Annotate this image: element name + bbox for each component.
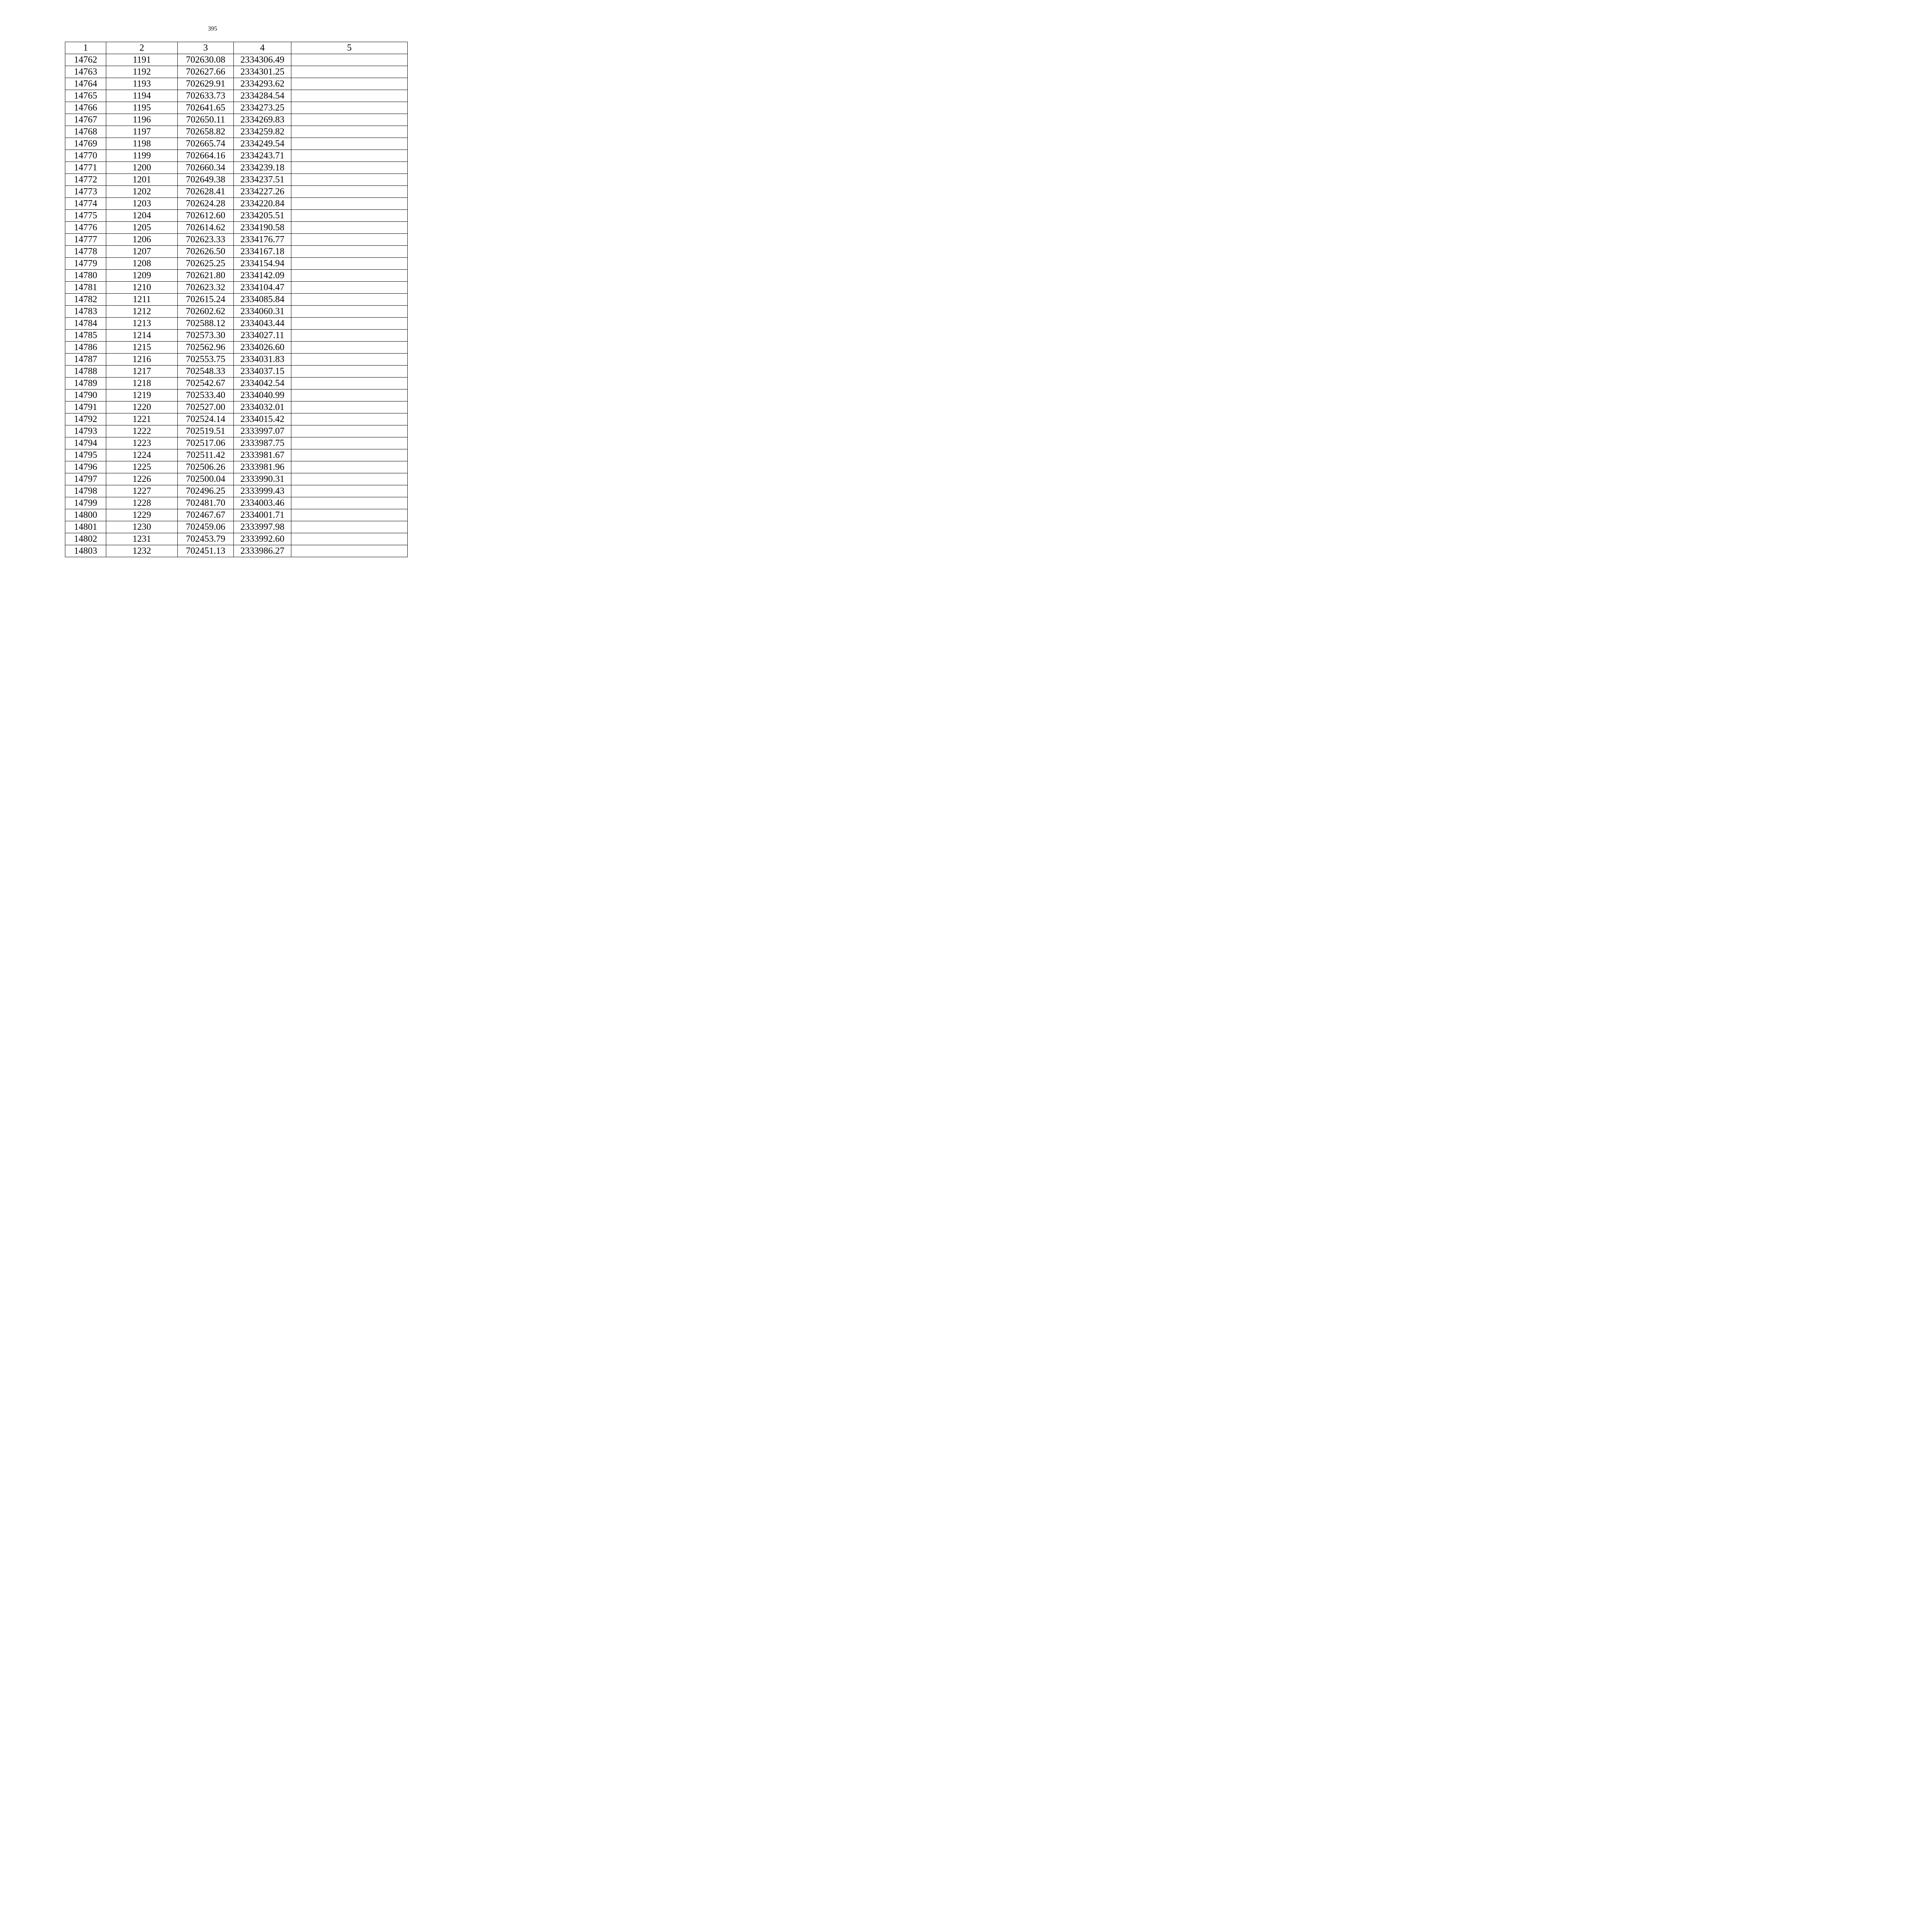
table-row	[65, 413, 408, 425]
table-row	[65, 378, 408, 389]
table-row	[65, 533, 408, 545]
table-row	[65, 521, 408, 533]
record-number-cell: 14786	[65, 342, 106, 354]
note-cell	[291, 198, 408, 210]
point-number-cell: 1212	[106, 306, 178, 318]
note-cell	[291, 485, 408, 497]
table-row	[65, 162, 408, 174]
table-body	[65, 54, 408, 557]
note-cell	[291, 54, 408, 66]
y-coordinate-cell: 2334037.15	[234, 366, 291, 378]
point-number-cell: 1221	[106, 413, 178, 425]
point-number-cell: 1215	[106, 342, 178, 354]
y-coordinate-cell: 2334249.54	[234, 138, 291, 150]
y-coordinate-cell: 2334227.26	[234, 186, 291, 198]
x-coordinate-cell: 702451.13	[178, 545, 234, 557]
point-number-cell: 1206	[106, 234, 178, 246]
x-coordinate-cell: 702588.12	[178, 318, 234, 330]
record-number-cell: 14800	[65, 509, 106, 521]
record-number-cell: 14777	[65, 234, 106, 246]
table-row	[65, 425, 408, 437]
x-coordinate-cell: 702641.65	[178, 102, 234, 114]
point-number-cell: 1223	[106, 437, 178, 449]
point-number-cell: 1191	[106, 54, 178, 66]
column-header-2: 2	[106, 42, 178, 54]
table-row	[65, 318, 408, 330]
record-number-cell: 14779	[65, 258, 106, 270]
record-number-cell: 14785	[65, 330, 106, 342]
note-cell	[291, 210, 408, 222]
y-coordinate-cell: 2334031.83	[234, 354, 291, 366]
x-coordinate-cell: 702533.40	[178, 389, 234, 401]
note-cell	[291, 294, 408, 306]
column-header-3: 3	[178, 42, 234, 54]
record-number-cell: 14774	[65, 198, 106, 210]
x-coordinate-cell: 702633.73	[178, 90, 234, 102]
point-number-cell: 1214	[106, 330, 178, 342]
table-row	[65, 473, 408, 485]
y-coordinate-cell: 2334243.71	[234, 150, 291, 162]
point-number-cell: 1230	[106, 521, 178, 533]
table-header	[65, 42, 408, 54]
x-coordinate-cell: 702500.04	[178, 473, 234, 485]
note-cell	[291, 545, 408, 557]
record-number-cell: 14772	[65, 174, 106, 186]
table-row	[65, 186, 408, 198]
point-number-cell: 1204	[106, 210, 178, 222]
note-cell	[291, 126, 408, 138]
note-cell	[291, 234, 408, 246]
record-number-cell: 14771	[65, 162, 106, 174]
point-number-cell: 1195	[106, 102, 178, 114]
point-number-cell: 1210	[106, 282, 178, 294]
point-number-cell: 1218	[106, 378, 178, 389]
coordinates-table	[65, 42, 408, 557]
table-row	[65, 102, 408, 114]
table-row	[65, 90, 408, 102]
table-row	[65, 258, 408, 270]
x-coordinate-cell: 702625.25	[178, 258, 234, 270]
record-number-cell: 14762	[65, 54, 106, 66]
y-coordinate-cell: 2334142.09	[234, 270, 291, 282]
table-row	[65, 497, 408, 509]
record-number-cell: 14798	[65, 485, 106, 497]
point-number-cell: 1202	[106, 186, 178, 198]
y-coordinate-cell: 2334043.44	[234, 318, 291, 330]
note-cell	[291, 497, 408, 509]
note-cell	[291, 246, 408, 258]
y-coordinate-cell: 2334190.58	[234, 222, 291, 234]
table-row	[65, 437, 408, 449]
point-number-cell: 1211	[106, 294, 178, 306]
x-coordinate-cell: 702496.25	[178, 485, 234, 497]
record-number-cell: 14782	[65, 294, 106, 306]
point-number-cell: 1216	[106, 354, 178, 366]
record-number-cell: 14773	[65, 186, 106, 198]
record-number-cell: 14768	[65, 126, 106, 138]
point-number-cell: 1205	[106, 222, 178, 234]
record-number-cell: 14793	[65, 425, 106, 437]
point-number-cell: 1208	[106, 258, 178, 270]
note-cell	[291, 78, 408, 90]
table-row	[65, 114, 408, 126]
x-coordinate-cell: 702660.34	[178, 162, 234, 174]
y-coordinate-cell: 2334003.46	[234, 497, 291, 509]
x-coordinate-cell: 702519.51	[178, 425, 234, 437]
note-cell	[291, 449, 408, 461]
table-row	[65, 210, 408, 222]
record-number-cell: 14787	[65, 354, 106, 366]
y-coordinate-cell: 2334259.82	[234, 126, 291, 138]
record-number-cell: 14766	[65, 102, 106, 114]
column-header-4: 4	[234, 42, 291, 54]
page-number: 395	[208, 26, 217, 32]
note-cell	[291, 378, 408, 389]
x-coordinate-cell: 702548.33	[178, 366, 234, 378]
point-number-cell: 1203	[106, 198, 178, 210]
table-row	[65, 78, 408, 90]
table-row	[65, 222, 408, 234]
record-number-cell: 14803	[65, 545, 106, 557]
record-number-cell: 14764	[65, 78, 106, 90]
point-number-cell: 1198	[106, 138, 178, 150]
note-cell	[291, 318, 408, 330]
x-coordinate-cell: 702602.62	[178, 306, 234, 318]
point-number-cell: 1192	[106, 66, 178, 78]
table-row	[65, 330, 408, 342]
record-number-cell: 14789	[65, 378, 106, 389]
y-coordinate-cell: 2334027.11	[234, 330, 291, 342]
table-row	[65, 545, 408, 557]
note-cell	[291, 270, 408, 282]
x-coordinate-cell: 702626.50	[178, 246, 234, 258]
y-coordinate-cell: 2334154.94	[234, 258, 291, 270]
x-coordinate-cell: 702623.32	[178, 282, 234, 294]
point-number-cell: 1219	[106, 389, 178, 401]
x-coordinate-cell: 702524.14	[178, 413, 234, 425]
x-coordinate-cell: 702511.42	[178, 449, 234, 461]
point-number-cell: 1209	[106, 270, 178, 282]
point-number-cell: 1213	[106, 318, 178, 330]
record-number-cell: 14788	[65, 366, 106, 378]
table-row	[65, 54, 408, 66]
note-cell	[291, 366, 408, 378]
record-number-cell: 14794	[65, 437, 106, 449]
point-number-cell: 1222	[106, 425, 178, 437]
note-cell	[291, 509, 408, 521]
note-cell	[291, 90, 408, 102]
table-row	[65, 246, 408, 258]
point-number-cell: 1225	[106, 461, 178, 473]
y-coordinate-cell: 2334032.01	[234, 401, 291, 413]
y-coordinate-cell: 2334306.49	[234, 54, 291, 66]
y-coordinate-cell: 2333997.98	[234, 521, 291, 533]
record-number-cell: 14770	[65, 150, 106, 162]
point-number-cell: 1226	[106, 473, 178, 485]
table-row	[65, 282, 408, 294]
note-cell	[291, 174, 408, 186]
note-cell	[291, 306, 408, 318]
table-row	[65, 270, 408, 282]
x-coordinate-cell: 702467.67	[178, 509, 234, 521]
table-row	[65, 306, 408, 318]
y-coordinate-cell: 2334026.60	[234, 342, 291, 354]
x-coordinate-cell: 702649.38	[178, 174, 234, 186]
record-number-cell: 14792	[65, 413, 106, 425]
y-coordinate-cell: 2334284.54	[234, 90, 291, 102]
table-row	[65, 366, 408, 378]
x-coordinate-cell: 702553.75	[178, 354, 234, 366]
point-number-cell: 1194	[106, 90, 178, 102]
table-row	[65, 126, 408, 138]
record-number-cell: 14784	[65, 318, 106, 330]
record-number-cell: 14781	[65, 282, 106, 294]
record-number-cell: 14775	[65, 210, 106, 222]
table-row	[65, 234, 408, 246]
table-row	[65, 389, 408, 401]
x-coordinate-cell: 702650.11	[178, 114, 234, 126]
y-coordinate-cell: 2333981.96	[234, 461, 291, 473]
x-coordinate-cell: 702623.33	[178, 234, 234, 246]
x-coordinate-cell: 702628.41	[178, 186, 234, 198]
table-row	[65, 150, 408, 162]
note-cell	[291, 258, 408, 270]
point-number-cell: 1220	[106, 401, 178, 413]
table-row	[65, 401, 408, 413]
table-row	[65, 294, 408, 306]
record-number-cell: 14783	[65, 306, 106, 318]
x-coordinate-cell: 702506.26	[178, 461, 234, 473]
y-coordinate-cell: 2334301.25	[234, 66, 291, 78]
point-number-cell: 1200	[106, 162, 178, 174]
note-cell	[291, 413, 408, 425]
x-coordinate-cell: 702453.79	[178, 533, 234, 545]
record-number-cell: 14791	[65, 401, 106, 413]
point-number-cell: 1227	[106, 485, 178, 497]
record-number-cell: 14767	[65, 114, 106, 126]
note-cell	[291, 389, 408, 401]
note-cell	[291, 66, 408, 78]
record-number-cell: 14802	[65, 533, 106, 545]
y-coordinate-cell: 2334001.71	[234, 509, 291, 521]
point-number-cell: 1201	[106, 174, 178, 186]
y-coordinate-cell: 2334237.51	[234, 174, 291, 186]
table-row	[65, 66, 408, 78]
y-coordinate-cell: 2334293.62	[234, 78, 291, 90]
table-row	[65, 138, 408, 150]
note-cell	[291, 461, 408, 473]
record-number-cell: 14799	[65, 497, 106, 509]
header-row	[65, 42, 408, 54]
x-coordinate-cell: 702624.28	[178, 198, 234, 210]
y-coordinate-cell: 2333981.67	[234, 449, 291, 461]
y-coordinate-cell: 2334273.25	[234, 102, 291, 114]
table-row	[65, 174, 408, 186]
table-row	[65, 198, 408, 210]
y-coordinate-cell: 2333992.60	[234, 533, 291, 545]
y-coordinate-cell: 2334085.84	[234, 294, 291, 306]
x-coordinate-cell: 702627.66	[178, 66, 234, 78]
table-row	[65, 354, 408, 366]
record-number-cell: 14763	[65, 66, 106, 78]
x-coordinate-cell: 702573.30	[178, 330, 234, 342]
note-cell	[291, 150, 408, 162]
note-cell	[291, 437, 408, 449]
note-cell	[291, 114, 408, 126]
point-number-cell: 1196	[106, 114, 178, 126]
record-number-cell: 14797	[65, 473, 106, 485]
note-cell	[291, 330, 408, 342]
x-coordinate-cell: 702481.70	[178, 497, 234, 509]
note-cell	[291, 401, 408, 413]
column-header-5: 5	[291, 42, 408, 54]
column-header-1: 1	[65, 42, 106, 54]
y-coordinate-cell: 2333986.27	[234, 545, 291, 557]
point-number-cell: 1228	[106, 497, 178, 509]
record-number-cell: 14790	[65, 389, 106, 401]
point-number-cell: 1207	[106, 246, 178, 258]
y-coordinate-cell: 2333990.31	[234, 473, 291, 485]
note-cell	[291, 533, 408, 545]
x-coordinate-cell: 702615.24	[178, 294, 234, 306]
table-row	[65, 449, 408, 461]
point-number-cell: 1199	[106, 150, 178, 162]
point-number-cell: 1193	[106, 78, 178, 90]
y-coordinate-cell: 2334167.18	[234, 246, 291, 258]
x-coordinate-cell: 702517.06	[178, 437, 234, 449]
record-number-cell: 14795	[65, 449, 106, 461]
y-coordinate-cell: 2334040.99	[234, 389, 291, 401]
note-cell	[291, 354, 408, 366]
note-cell	[291, 222, 408, 234]
y-coordinate-cell: 2334239.18	[234, 162, 291, 174]
x-coordinate-cell: 702614.62	[178, 222, 234, 234]
note-cell	[291, 282, 408, 294]
y-coordinate-cell: 2334104.47	[234, 282, 291, 294]
record-number-cell: 14778	[65, 246, 106, 258]
note-cell	[291, 473, 408, 485]
note-cell	[291, 138, 408, 150]
y-coordinate-cell: 2334176.77	[234, 234, 291, 246]
table-row	[65, 342, 408, 354]
record-number-cell: 14796	[65, 461, 106, 473]
y-coordinate-cell: 2334205.51	[234, 210, 291, 222]
record-number-cell: 14780	[65, 270, 106, 282]
y-coordinate-cell: 2334015.42	[234, 413, 291, 425]
y-coordinate-cell: 2333999.43	[234, 485, 291, 497]
x-coordinate-cell: 702658.82	[178, 126, 234, 138]
x-coordinate-cell: 702612.60	[178, 210, 234, 222]
x-coordinate-cell: 702459.06	[178, 521, 234, 533]
point-number-cell: 1231	[106, 533, 178, 545]
y-coordinate-cell: 2334269.83	[234, 114, 291, 126]
note-cell	[291, 342, 408, 354]
point-number-cell: 1232	[106, 545, 178, 557]
record-number-cell: 14801	[65, 521, 106, 533]
table-row	[65, 461, 408, 473]
record-number-cell: 14769	[65, 138, 106, 150]
x-coordinate-cell: 702665.74	[178, 138, 234, 150]
y-coordinate-cell: 2333987.75	[234, 437, 291, 449]
y-coordinate-cell: 2334220.84	[234, 198, 291, 210]
y-coordinate-cell: 2334042.54	[234, 378, 291, 389]
x-coordinate-cell: 702629.91	[178, 78, 234, 90]
table-row	[65, 485, 408, 497]
point-number-cell: 1217	[106, 366, 178, 378]
point-number-cell: 1224	[106, 449, 178, 461]
record-number-cell: 14776	[65, 222, 106, 234]
x-coordinate-cell: 702630.08	[178, 54, 234, 66]
note-cell	[291, 102, 408, 114]
x-coordinate-cell: 702621.80	[178, 270, 234, 282]
y-coordinate-cell: 2333997.07	[234, 425, 291, 437]
x-coordinate-cell: 702562.96	[178, 342, 234, 354]
point-number-cell: 1197	[106, 126, 178, 138]
table-row	[65, 509, 408, 521]
x-coordinate-cell: 702664.16	[178, 150, 234, 162]
note-cell	[291, 162, 408, 174]
y-coordinate-cell: 2334060.31	[234, 306, 291, 318]
note-cell	[291, 425, 408, 437]
x-coordinate-cell: 702542.67	[178, 378, 234, 389]
record-number-cell: 14765	[65, 90, 106, 102]
note-cell	[291, 186, 408, 198]
point-number-cell: 1229	[106, 509, 178, 521]
x-coordinate-cell: 702527.00	[178, 401, 234, 413]
note-cell	[291, 521, 408, 533]
